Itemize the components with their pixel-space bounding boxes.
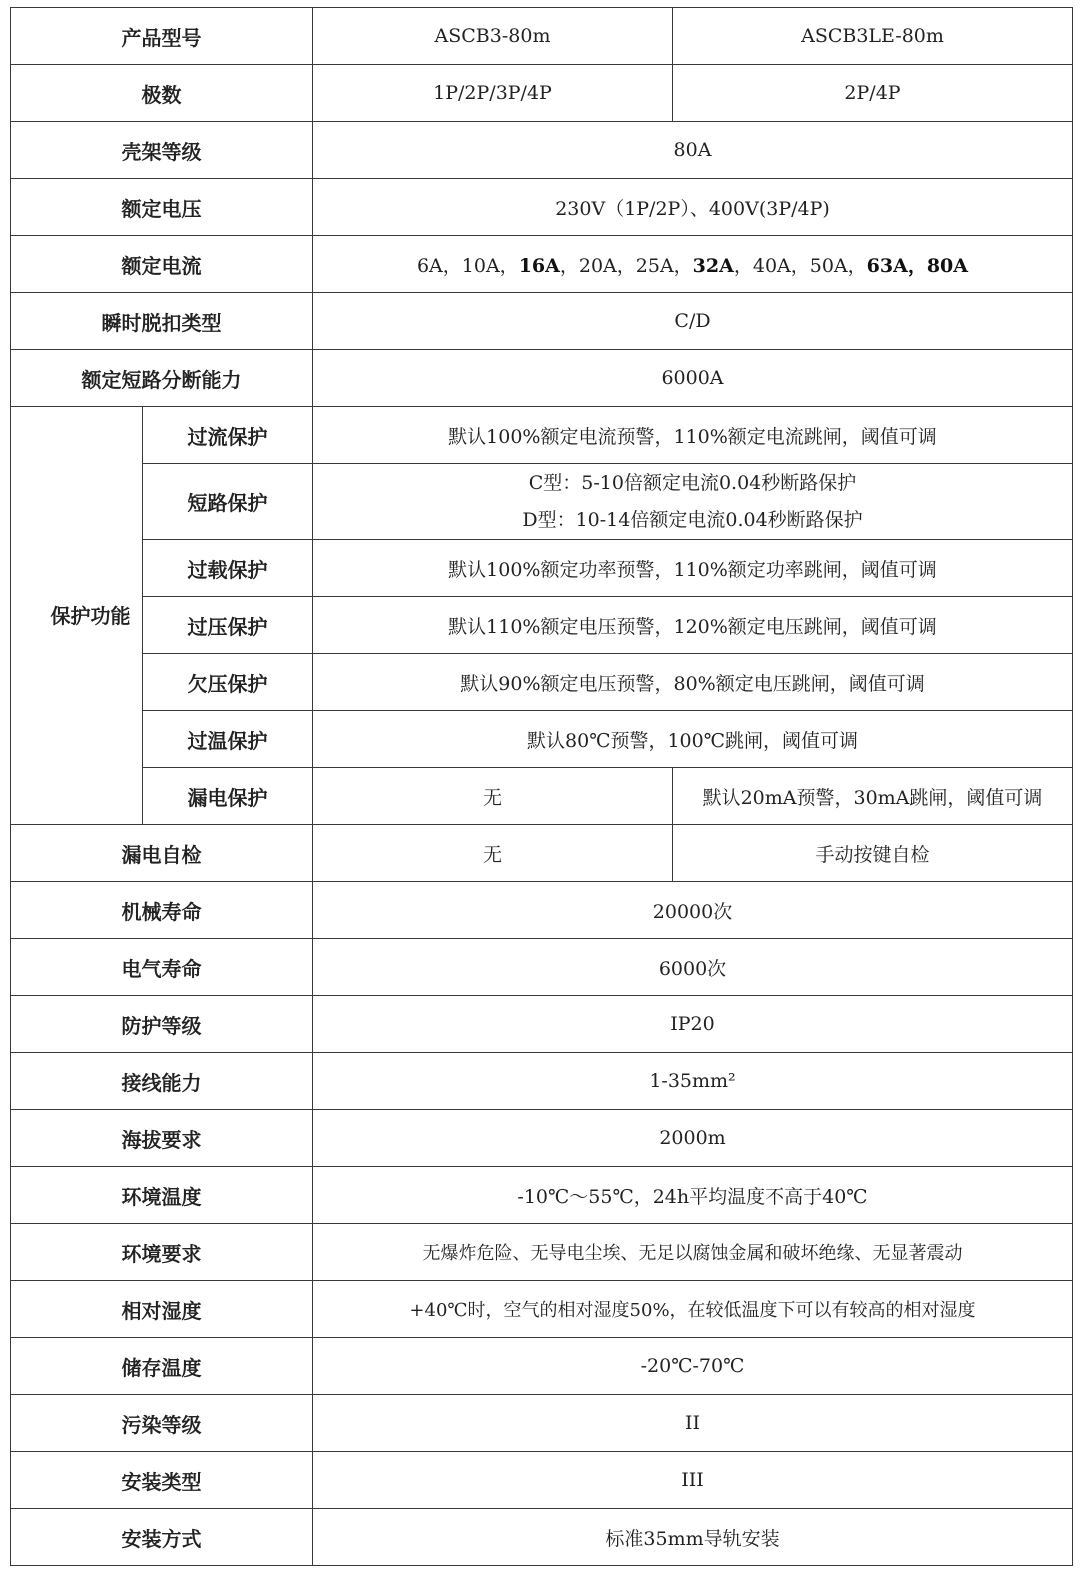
label-wiring: 接线能力 — [11, 1053, 313, 1110]
row-breaking — [11, 350, 1073, 407]
label-overtemp: 过温保护 — [143, 711, 313, 768]
value-wiring: 1-35mm² — [313, 1053, 1073, 1110]
row-altitude — [11, 1110, 1073, 1167]
value-undervoltage: 默认90%额定电压预警，80%额定电压跳闸，阈值可调 — [313, 654, 1073, 711]
current-seg-1: 6A，10A， — [416, 254, 519, 277]
row-humidity — [11, 1281, 1073, 1338]
row-ip — [11, 996, 1073, 1053]
label-overload: 过载保护 — [143, 540, 313, 597]
label-voltage: 额定电压 — [11, 179, 313, 236]
label-frame: 壳架等级 — [11, 122, 313, 179]
row-pollution — [11, 1395, 1073, 1452]
label-env-temp: 环境温度 — [11, 1167, 313, 1224]
label-install-type: 安装类型 — [11, 1452, 313, 1509]
value-poles-b: 2P/4P — [673, 65, 1073, 122]
label-short-circuit: 短路保护 — [143, 464, 313, 540]
value-install-type: III — [313, 1452, 1073, 1509]
label-trip-type: 瞬时脱扣类型 — [11, 293, 313, 350]
label-env-req: 环境要求 — [11, 1224, 313, 1281]
value-leakage-a: 无 — [313, 768, 673, 825]
short-circuit-line-d: D型：10-14倍额定电流0.04秒断路保护 — [522, 508, 863, 531]
label-pollution: 污染等级 — [11, 1395, 313, 1452]
label-breaking: 额定短路分断能力 — [11, 350, 313, 407]
value-elec-life: 6000次 — [313, 939, 1073, 996]
label-poles: 极数 — [11, 65, 313, 122]
current-seg-4: 32A — [692, 254, 734, 277]
label-install-method: 安装方式 — [11, 1509, 313, 1566]
row-overload — [11, 540, 1073, 597]
value-env-temp: -10℃～55℃，24h平均温度不高于40℃ — [313, 1167, 1073, 1224]
label-overcurrent: 过流保护 — [143, 407, 313, 464]
label-humidity: 相对湿度 — [11, 1281, 313, 1338]
short-circuit-line-c: C型：5-10倍额定电流0.04秒断路保护 — [528, 471, 857, 494]
label-elec-life: 电气寿命 — [11, 939, 313, 996]
value-overload: 默认100%额定功率预警，110%额定功率跳闸，阈值可调 — [313, 540, 1073, 597]
value-storage-temp: -20℃-70℃ — [313, 1338, 1073, 1395]
label-leakage: 漏电保护 — [143, 768, 313, 825]
value-altitude: 2000m — [313, 1110, 1073, 1167]
row-voltage — [11, 179, 1073, 236]
row-leakage — [11, 768, 1073, 825]
label-ip: 防护等级 — [11, 996, 313, 1053]
value-trip-type: C/D — [313, 293, 1073, 350]
value-ip: IP20 — [313, 996, 1073, 1053]
row-model — [11, 8, 1073, 65]
label-protection-group — [11, 407, 143, 825]
current-seg-5: ，40A，50A， — [733, 254, 867, 277]
current-seg-3: ，20A，25A， — [559, 254, 693, 277]
value-overvoltage: 默认110%额定电压预警，120%额定电压跳闸，阈值可调 — [313, 597, 1073, 654]
value-current — [313, 236, 1073, 293]
label-storage-temp: 储存温度 — [11, 1338, 313, 1395]
row-mech-life — [11, 882, 1073, 939]
row-install-method — [11, 1509, 1073, 1566]
value-model-b: ASCB3LE-80m — [673, 8, 1073, 65]
row-trip-type — [11, 293, 1073, 350]
value-frame: 80A — [313, 122, 1073, 179]
current-seg-2: 16A — [518, 254, 560, 277]
label-overvoltage: 过压保护 — [143, 597, 313, 654]
label-leak-selftest: 漏电自检 — [11, 825, 313, 882]
row-elec-life — [11, 939, 1073, 996]
row-frame — [11, 122, 1073, 179]
label-mech-life: 机械寿命 — [11, 882, 313, 939]
row-wiring — [11, 1053, 1073, 1110]
value-overcurrent: 默认100%额定电流预警，110%额定电流跳闸，阈值可调 — [313, 407, 1073, 464]
current-seg-6: 63A，80A — [866, 254, 969, 277]
value-breaking: 6000A — [313, 350, 1073, 407]
value-pollution: II — [313, 1395, 1073, 1452]
row-overtemp — [11, 711, 1073, 768]
value-leakage-b: 默认20mA预警，30mA跳闸，阈值可调 — [673, 768, 1073, 825]
row-env-req — [11, 1224, 1073, 1281]
label-current: 额定电流 — [11, 236, 313, 293]
row-overcurrent — [11, 407, 1073, 464]
label-altitude: 海拔要求 — [11, 1110, 313, 1167]
spec-table — [10, 7, 1073, 1566]
label-model: 产品型号 — [11, 8, 313, 65]
label-undervoltage: 欠压保护 — [143, 654, 313, 711]
row-poles — [11, 65, 1073, 122]
value-overtemp: 默认80℃预警，100℃跳闸，阈值可调 — [313, 711, 1073, 768]
row-leak-selftest — [11, 825, 1073, 882]
value-voltage: 230V（1P/2P）、400V(3P/4P) — [313, 179, 1073, 236]
value-poles-a: 1P/2P/3P/4P — [313, 65, 673, 122]
row-undervoltage — [11, 654, 1073, 711]
value-short-circuit — [313, 464, 1073, 540]
value-humidity: +40℃时，空气的相对湿度50%，在较低温度下可以有较高的相对湿度 — [313, 1281, 1073, 1338]
value-model-a: ASCB3-80m — [313, 8, 673, 65]
value-install-method: 标准35mm导轨安装 — [313, 1509, 1073, 1566]
row-install-type — [11, 1452, 1073, 1509]
row-short-circuit — [11, 464, 1073, 540]
value-leak-selftest-b: 手动按键自检 — [673, 825, 1073, 882]
row-env-temp — [11, 1167, 1073, 1224]
value-env-req: 无爆炸危险、无导电尘埃、无足以腐蚀金属和破坏绝缘、无显著震动 — [313, 1224, 1073, 1281]
row-storage-temp — [11, 1338, 1073, 1395]
row-current — [11, 236, 1073, 293]
value-mech-life: 20000次 — [313, 882, 1073, 939]
protection-group-text: 保护功能 — [50, 603, 131, 628]
value-leak-selftest-a: 无 — [313, 825, 673, 882]
row-overvoltage — [11, 597, 1073, 654]
